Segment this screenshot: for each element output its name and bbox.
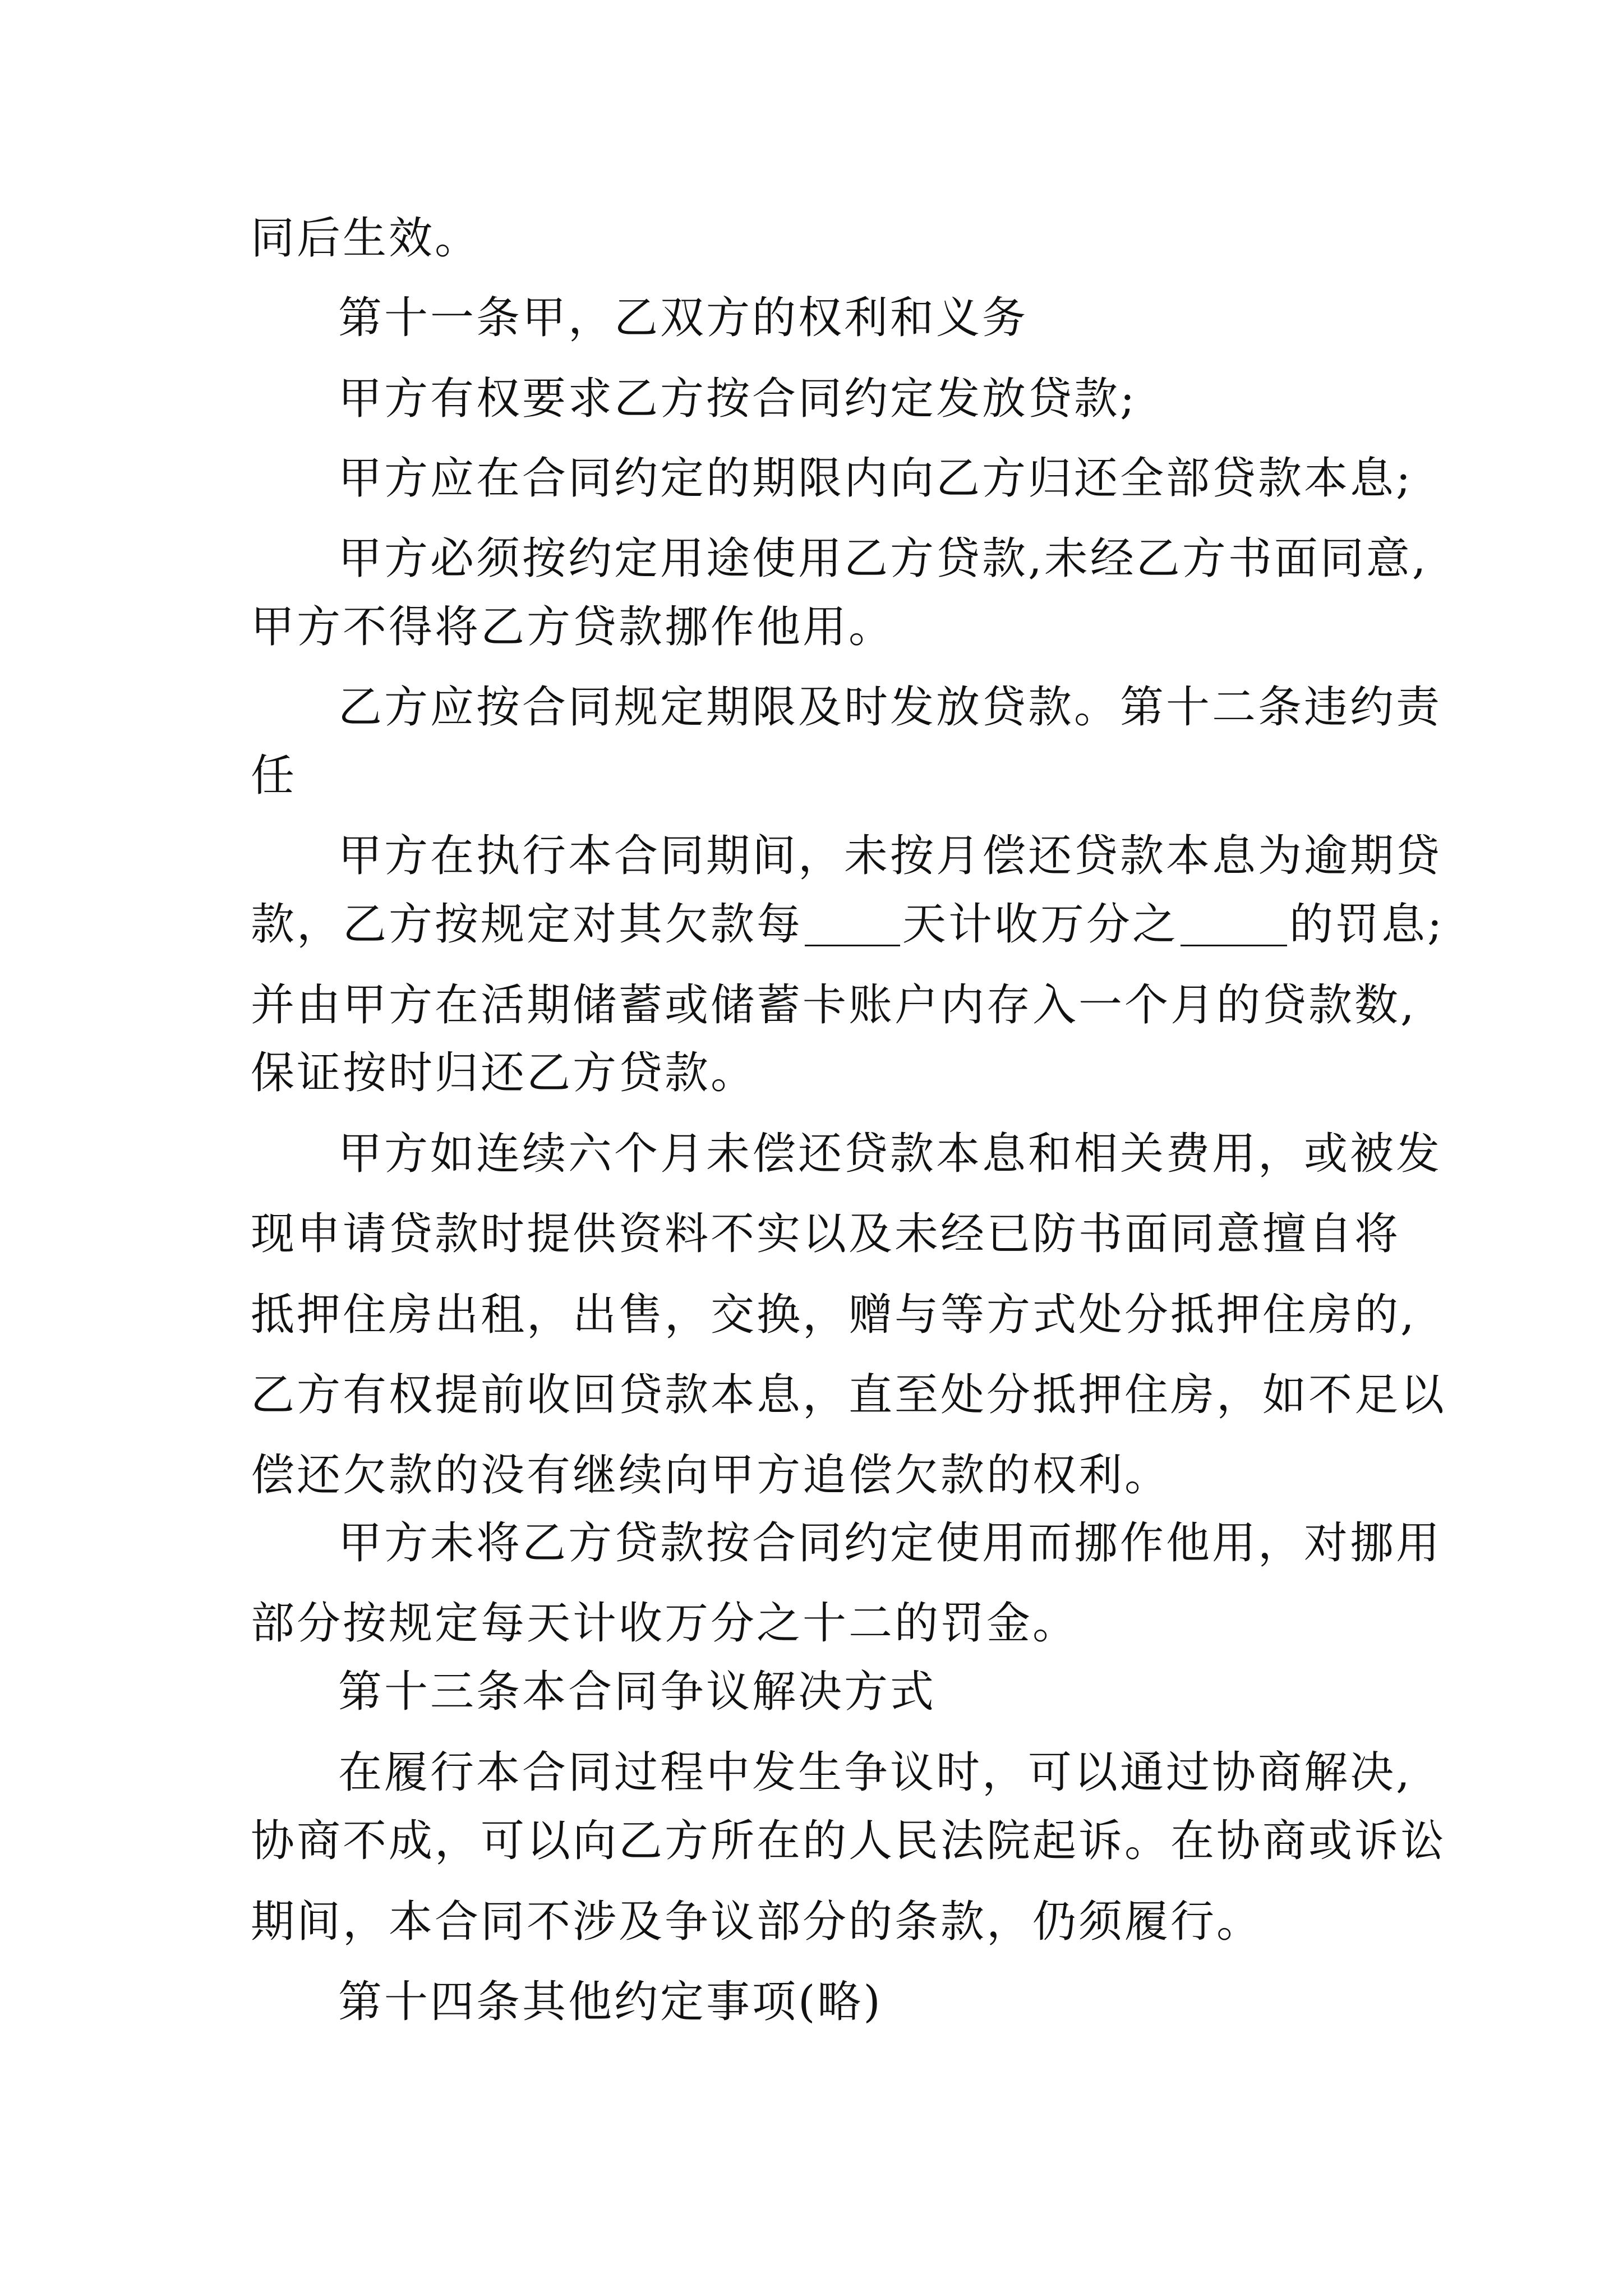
text-line: 抵押住房出租，出售，交换，赠与等方式处分抵押住房的, [251, 1290, 1417, 1340]
text-line: 甲方如连续六个月未偿还贷款本息和相关费用，或被发 [338, 1129, 1442, 1179]
text-line: 协商不成，可以向乙方所在的人民法院起诉。在协商或诉讼 [251, 1816, 1447, 1866]
text-line: 任 [251, 751, 297, 801]
text-line: 甲方不得将乙方贷款挪作他用。 [251, 602, 895, 652]
fill-in-blank [1181, 905, 1287, 946]
section-heading: 第十一条甲，乙双方的权利和义务 [338, 293, 1029, 343]
text-line: 保证按时归还乙方贷款。 [251, 1048, 757, 1098]
text-line: 甲方必须按约定用途使用乙方贷款,未经乙方书面同意, [338, 533, 1428, 584]
section-heading: 第十四条其他约定事项(略) [338, 1977, 883, 2027]
text-line: 乙方应按合同规定期限及时发放贷款。第十二条违约责 [338, 682, 1442, 733]
text-line-with-blanks [251, 899, 1445, 950]
text-line: 并由甲方在活期储蓄或储蓄卡账户内存入一个月的贷款数, [251, 980, 1417, 1030]
text-segment: 的罚息; [1289, 899, 1445, 950]
text-line: 在履行本合同过程中发生争议时，可以通过协商解决, [338, 1747, 1412, 1798]
text-segment: 天计收万分之 [902, 899, 1179, 950]
text-segment: 款，乙方按规定对其欠款每 [251, 899, 803, 950]
text-line: 甲方有权要求乙方按合同约定发放贷款; [338, 374, 1137, 424]
text-line: 乙方有权提前收回贷款本息，直至处分抵押住房，如不足以 [251, 1370, 1447, 1420]
text-line: 期间，本合同不涉及争议部分的条款，仍须履行。 [251, 1897, 1263, 1947]
text-line: 偿还欠款的没有继续向甲方追偿欠款的权利。 [251, 1450, 1171, 1501]
text-line: 现申请贷款时提供资料不实以及未经已防书面同意擅自将 [251, 1209, 1401, 1259]
text-line: 同后生效。 [251, 213, 481, 264]
text-line: 部分按规定每天计收万分之十二的罚金。 [251, 1598, 1079, 1649]
section-heading: 第十三条本合同争议解决方式 [338, 1667, 937, 1717]
text-line: 甲方应在合同约定的期限内向乙方归还全部贷款本息; [338, 453, 1413, 504]
fill-in-blank [805, 905, 900, 946]
text-line: 甲方在执行本合同期间，未按月偿还贷款本息为逾期贷 [338, 831, 1442, 881]
text-line: 甲方未将乙方贷款按合同约定使用而挪作他用，对挪用 [338, 1518, 1442, 1568]
